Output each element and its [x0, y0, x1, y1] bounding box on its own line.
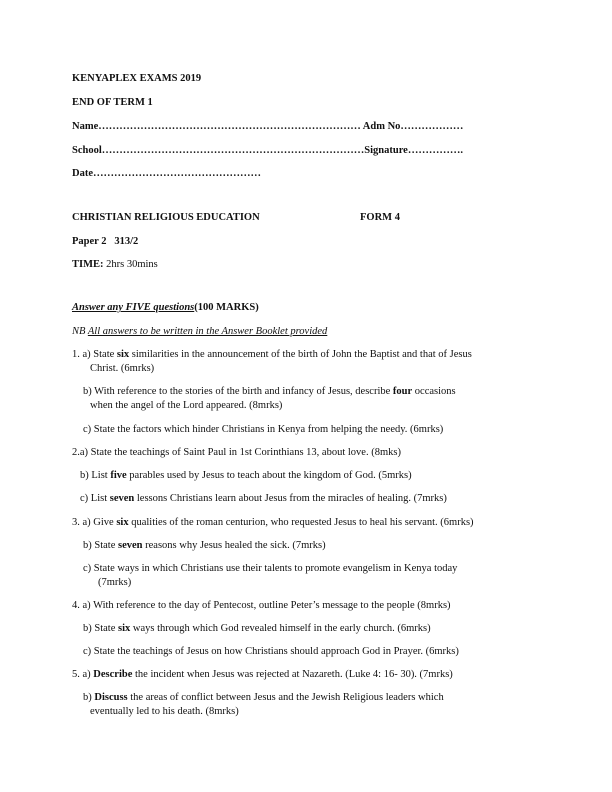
q3b-text-end: reasons why Jesus healed the sick. (7mrks) — [142, 540, 326, 551]
q5a-text-end: the incident when Jesus was rejected at Nazareth. (Luke 4: 16- 30). (7mrks) — [132, 669, 453, 680]
question-3b — [83, 539, 326, 552]
subject-title: CHRISTIAN RELIGIOUS EDUCATION — [72, 212, 260, 223]
q2b-text-end: parables used by Jesus to teach about the kingdom of God. (5mrks) — [126, 470, 412, 481]
question-3c-cont: (7mrks) — [98, 577, 132, 588]
nb-line — [72, 325, 327, 338]
q5a-emphasis: Describe — [93, 669, 133, 680]
question-1b-cont: when the angel of the Lord appeared. (8mrks) — [90, 400, 283, 411]
name-field-line: Name………………………………………………………………… Adm No……………… — [72, 121, 464, 132]
q5b-text: b) — [83, 692, 95, 703]
q2b-text: b) List — [80, 470, 111, 481]
question-5b — [83, 691, 444, 704]
q2c-text: c) List — [80, 493, 110, 504]
question-2b — [80, 469, 412, 482]
time-line — [72, 258, 158, 271]
q3a-text-end: qualities of the roman centurion, who requested Jesus to heal his servant. (6mrks) — [128, 517, 474, 528]
instruction-marks: (100 MARKS) — [194, 302, 259, 313]
q3b-emphasis: seven — [118, 540, 143, 551]
question-2c — [80, 492, 447, 505]
question-4a: 4. a) With reference to the day of Pentecost, outline Peter’s message to the people (8mrks) — [72, 600, 451, 611]
paper-label: Paper 2 — [72, 236, 107, 247]
q2c-emphasis: seven — [109, 493, 135, 504]
q3a-emphasis: six — [116, 517, 129, 528]
date-field-line: Date………………………………………… — [72, 168, 261, 179]
question-2a: 2.a) State the teachings of Saint Paul in 1st Corinthians 13, about love. (8mks) — [72, 447, 401, 458]
q3b-text: b) State — [83, 540, 118, 551]
instruction-line — [72, 301, 259, 314]
q4b-emphasis: six — [118, 623, 131, 634]
q5b-text-end: the areas of conflict between Jesus and the Jewish Religious leaders which — [127, 692, 444, 703]
question-1a-cont: Christ. (6mrks) — [90, 363, 155, 374]
q5b-emphasis: Discuss — [94, 692, 128, 703]
q4b-text: b) State — [83, 623, 118, 634]
nb-text: All answers to be written in the Answer Booklet provided — [87, 326, 328, 337]
question-5a — [72, 668, 453, 681]
form-label: FORM 4 — [360, 212, 400, 223]
paper-code: 313/2 — [114, 236, 139, 247]
time-value: 2hrs 30mins — [106, 259, 158, 270]
q4b-text-end: ways through which God revealed himself in the early church. (6mrks) — [130, 623, 431, 634]
q5a-text: 5. a) — [72, 669, 94, 680]
question-4c: c) State the teachings of Jesus on how Christians should approach God in Prayer. (6mrks) — [83, 646, 459, 657]
exam-title: KENYAPLEX EXAMS 2019 — [72, 73, 202, 84]
question-3c: c) State ways in which Christians use their talents to promote evangelism in Kenya today — [83, 563, 458, 574]
q1b-text: b) With reference to the stories of the birth and infancy of Jesus, describe — [83, 386, 393, 397]
q3a-text: 3. a) Give — [72, 517, 117, 528]
q1a-text-end: similarities in the announcement of the birth of John the Baptist and that of Jesus — [129, 349, 472, 360]
q2b-emphasis: five — [110, 470, 127, 481]
q1a-text: 1. a) State — [72, 349, 117, 360]
question-1a — [72, 348, 472, 361]
time-label: TIME: — [72, 259, 104, 270]
nb-prefix: NB — [72, 326, 86, 337]
question-5b-cont: eventually led to his death. (8mrks) — [90, 706, 239, 717]
question-4b — [83, 622, 431, 635]
q2c-text-end: lessons Christians learn about Jesus from the miracles of healing. (7mrks) — [134, 493, 447, 504]
paper-line — [72, 235, 138, 248]
question-1b — [83, 385, 456, 398]
q1a-emphasis: six — [116, 349, 130, 360]
instruction-main: Answer any FIVE questions — [72, 302, 195, 313]
question-1c: c) State the factors which hinder Christians in Kenya from helping the needy. (6mrks) — [83, 424, 444, 435]
school-field-line: School…………………………………………………………………Signature……………. — [72, 145, 463, 156]
q1b-emphasis: four — [392, 386, 413, 397]
q1b-text-end: occasions — [412, 386, 456, 397]
term-title: END OF TERM 1 — [72, 97, 153, 108]
question-3a — [72, 516, 474, 529]
